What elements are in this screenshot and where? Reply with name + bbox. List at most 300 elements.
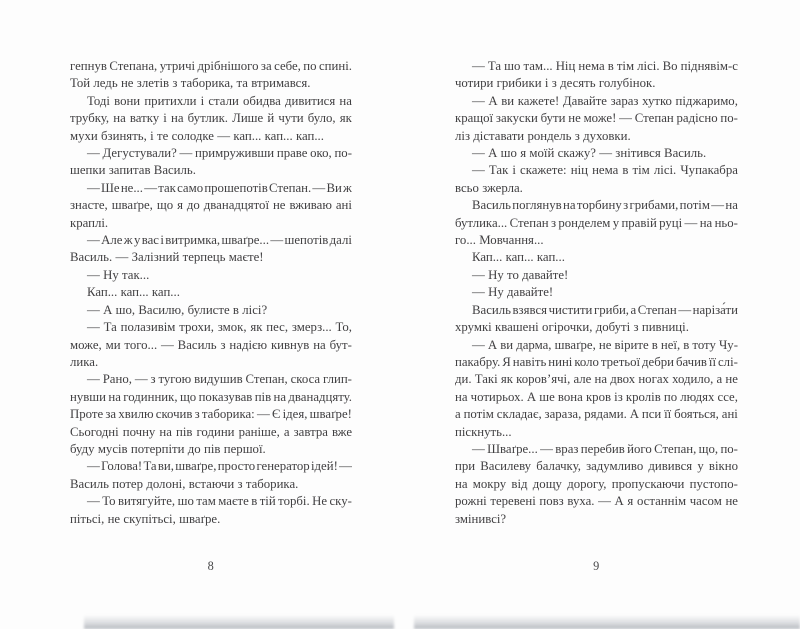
word: —	[217, 128, 231, 143]
word: пітьсі,	[70, 511, 105, 526]
word: грибами,	[629, 198, 679, 213]
word: вживаю	[289, 198, 332, 213]
text-line	[455, 284, 738, 301]
word: Залізний	[131, 250, 180, 265]
word: кап...	[264, 128, 293, 143]
word: А	[614, 494, 624, 509]
word: Василь.	[664, 146, 707, 161]
word: годинник,	[123, 389, 178, 404]
word: за	[105, 407, 117, 422]
word: злетів	[136, 76, 170, 91]
word: —	[256, 407, 270, 422]
word: видушив	[194, 372, 243, 387]
word: як	[250, 320, 263, 335]
word: зараз	[610, 93, 639, 108]
word: першої.	[223, 441, 266, 456]
word: Ви	[326, 180, 342, 195]
text-line	[455, 511, 738, 528]
word: Василеву	[480, 459, 532, 474]
word: що	[156, 198, 174, 213]
word: дебри	[642, 354, 674, 369]
word: те	[156, 128, 169, 143]
word: шепотів	[284, 233, 329, 248]
text-line	[455, 75, 738, 92]
word: ідея,	[282, 407, 308, 422]
word: радісно	[676, 111, 718, 126]
word: пропускаючи	[611, 476, 685, 491]
word: Василь	[472, 302, 511, 317]
word: але	[573, 372, 592, 387]
word: шваґре,	[554, 337, 596, 352]
word: Так	[488, 163, 509, 178]
word: —	[87, 459, 100, 474]
text-line	[70, 319, 352, 336]
word: так	[158, 180, 176, 195]
text-line	[455, 110, 738, 127]
word: у	[612, 215, 620, 230]
word: ватку	[129, 111, 160, 126]
word: Ше	[101, 180, 120, 195]
word: не	[725, 494, 738, 509]
word: задумливо	[586, 459, 644, 474]
word: буду	[70, 441, 95, 456]
word: ідей!	[310, 459, 338, 474]
word: у	[133, 233, 141, 248]
word: —	[87, 494, 100, 509]
word: хутко	[642, 93, 672, 108]
word: руці	[659, 215, 683, 230]
word: Кап...	[87, 285, 118, 300]
word: з	[194, 407, 200, 422]
word: голубінок.	[598, 76, 656, 91]
text-line	[455, 267, 738, 284]
word: —	[87, 302, 100, 317]
word: коров’ячі,	[516, 372, 571, 387]
word: гриби,	[593, 302, 630, 317]
word: Степана,	[109, 59, 158, 73]
word: дивитися	[284, 93, 336, 108]
word: піджаримо,	[675, 93, 738, 108]
word: витягуйте,	[117, 494, 176, 509]
word: її	[664, 407, 672, 422]
word: на	[699, 215, 713, 230]
word: балачку,	[536, 459, 581, 474]
word: третьої	[600, 354, 641, 369]
word: Ну	[103, 267, 119, 282]
word: Дегустували?	[102, 146, 177, 161]
word: шваґре,	[175, 459, 217, 474]
word: Сьогодні	[70, 424, 119, 439]
text-line	[455, 319, 738, 336]
text-line	[70, 232, 352, 249]
word: хрумкі	[455, 320, 492, 335]
word: пакабру.	[455, 354, 501, 369]
word: себе,	[274, 59, 301, 73]
word: —	[598, 494, 611, 509]
text-line	[70, 145, 352, 162]
word: чотири	[455, 76, 494, 91]
text-line	[70, 58, 352, 75]
text-line	[70, 267, 352, 284]
text-line	[70, 110, 352, 127]
word: ногах	[638, 372, 669, 387]
word: кап...	[536, 250, 565, 265]
word: не	[272, 198, 286, 213]
word: наріза́ти	[692, 302, 738, 317]
word: Мовчання...	[479, 233, 544, 248]
text-line	[70, 389, 352, 406]
word: скочив	[155, 407, 193, 422]
word: Василь.	[70, 250, 113, 265]
word: —	[339, 459, 352, 474]
word: тугою	[158, 372, 192, 387]
page-number-right: 9	[593, 559, 600, 573]
text-line	[70, 162, 352, 179]
word: з	[550, 215, 556, 230]
word: вас	[141, 233, 159, 248]
word: з	[220, 337, 226, 352]
word: скажу?	[557, 146, 596, 161]
word: з	[172, 76, 178, 91]
word: бутлика...	[455, 215, 508, 230]
word: шваґре.	[179, 511, 221, 526]
text-line	[455, 249, 738, 266]
word: рожні	[455, 494, 487, 509]
word: до	[187, 441, 201, 456]
word: шваґре...	[221, 233, 270, 248]
word: шепки	[70, 163, 106, 178]
word: моїй	[529, 146, 555, 161]
word: а	[716, 372, 723, 387]
page-left	[70, 58, 352, 573]
word: Степан.	[268, 180, 312, 195]
text-line	[70, 215, 352, 232]
word: Я	[502, 354, 511, 369]
word: дванадцяту.	[288, 389, 352, 404]
word: з	[633, 320, 639, 335]
word: ви	[500, 337, 514, 352]
text-line	[70, 284, 352, 301]
word: дванадцятої	[203, 198, 269, 213]
word: А	[629, 407, 639, 422]
text-line	[70, 302, 352, 319]
word: мусів	[97, 441, 128, 456]
word: бутлик.	[187, 111, 229, 126]
word: —	[270, 233, 284, 248]
word: не	[568, 111, 581, 126]
word: а	[630, 302, 637, 317]
word: бзинять,	[101, 128, 147, 143]
page-number-left: 8	[207, 559, 215, 573]
word: Василь	[472, 198, 511, 213]
word: Такі	[474, 372, 498, 387]
word: в	[251, 494, 258, 509]
word: —	[179, 146, 193, 161]
word: —	[599, 146, 612, 161]
word: а	[283, 424, 290, 439]
word: із	[614, 389, 623, 404]
word: торбі.	[278, 494, 310, 509]
word: —	[472, 59, 485, 73]
word: за	[260, 59, 272, 73]
word: далі	[329, 233, 352, 248]
word: стали	[208, 93, 239, 108]
text-line	[70, 128, 352, 145]
word: Степан	[634, 111, 674, 126]
word: глип-	[323, 372, 352, 387]
page-right-text	[455, 58, 738, 528]
word: таборика.	[245, 476, 299, 491]
word: з	[623, 198, 629, 213]
word: таборика,	[180, 76, 234, 91]
word: А	[103, 302, 113, 317]
word: вірите	[614, 337, 649, 352]
word: скажете:	[520, 163, 567, 178]
word: почну	[122, 424, 156, 439]
word: і	[160, 233, 164, 248]
text-line	[70, 93, 352, 110]
text-line	[455, 58, 738, 75]
text-line	[70, 493, 352, 510]
word: —	[684, 215, 698, 230]
word: в	[651, 337, 658, 352]
word: Степан	[637, 302, 677, 317]
word: —	[161, 337, 174, 352]
word: змінивсі?	[455, 511, 507, 526]
word: Кап...	[472, 250, 503, 265]
word: закуски	[495, 111, 538, 126]
word: і	[163, 111, 167, 126]
word: дощу	[532, 476, 562, 491]
word: Ніц	[555, 59, 576, 73]
word: А	[488, 93, 498, 108]
word: рондель	[527, 128, 572, 143]
word: ані	[335, 198, 352, 213]
word: —	[711, 198, 725, 213]
word: —	[134, 372, 148, 387]
word: Степан,	[654, 441, 697, 456]
word: рядами.	[584, 407, 627, 422]
word: пустопо-	[689, 476, 738, 491]
word: кращої	[455, 111, 494, 126]
word: Є	[271, 407, 281, 422]
word: від	[511, 476, 528, 491]
word: хвилю	[118, 407, 154, 422]
word: лісі.	[653, 163, 677, 178]
word: Во	[662, 59, 678, 73]
word: часом	[689, 494, 722, 509]
word: —	[87, 180, 100, 195]
word: лісі.	[637, 59, 660, 73]
word: —	[87, 372, 100, 387]
word: го...	[455, 233, 476, 248]
text-line	[70, 458, 352, 475]
word: завтра	[293, 424, 328, 439]
word: в	[232, 302, 239, 317]
word: Василь	[177, 337, 217, 352]
word: утричі	[159, 59, 196, 73]
word: піскнуть...	[455, 424, 512, 439]
word: на	[455, 476, 468, 491]
word: кивнув	[270, 337, 310, 352]
word: —	[87, 146, 100, 161]
word: ронделем	[558, 215, 611, 230]
word: пес,	[266, 320, 289, 335]
word: чистити	[548, 302, 593, 317]
word: таборика:	[201, 407, 255, 422]
word: не...	[120, 180, 143, 195]
word: ніц	[570, 163, 588, 178]
word: пів	[204, 441, 221, 456]
word: —	[472, 337, 485, 352]
text-line	[455, 145, 738, 162]
word: на	[455, 389, 468, 404]
text-line	[455, 162, 738, 179]
word: знітився	[615, 146, 661, 161]
word: нувши	[70, 389, 106, 404]
word: ліз	[455, 128, 470, 143]
word: —	[540, 441, 553, 456]
word: давайте!	[507, 285, 554, 300]
word: —	[144, 180, 157, 195]
text-line	[70, 75, 352, 92]
text-line	[70, 441, 352, 458]
text-line	[455, 389, 738, 406]
word: запитав	[108, 163, 151, 178]
word: —	[472, 285, 485, 300]
word: і	[544, 76, 549, 91]
word: до	[186, 198, 200, 213]
word: потерпіти	[130, 441, 185, 456]
word: дивився	[648, 459, 693, 474]
word: вуха.	[567, 494, 595, 509]
word: —	[472, 441, 485, 456]
word: Чупакабра	[680, 163, 738, 178]
word: ди.	[455, 372, 472, 387]
word: генератор	[256, 459, 310, 474]
word: То	[102, 494, 116, 509]
word: гепнув	[70, 59, 107, 73]
text-line	[455, 371, 738, 388]
text-line	[455, 476, 738, 493]
text-line	[455, 337, 738, 354]
word: втримався.	[251, 76, 311, 91]
word: мокру	[472, 476, 507, 491]
text-line	[70, 337, 352, 354]
text-line	[455, 128, 738, 145]
word: то	[507, 267, 519, 282]
word: грибики	[496, 76, 542, 91]
page-right	[455, 58, 738, 573]
word: Та	[143, 459, 157, 474]
word: вона	[557, 389, 583, 404]
word: добуті	[595, 320, 631, 335]
word: примруживши	[195, 146, 275, 161]
word: змок,	[217, 320, 247, 335]
word: бачив	[675, 354, 707, 369]
word: лика.	[70, 354, 99, 369]
text-line	[70, 180, 352, 197]
word: солодке	[171, 128, 214, 143]
word: надією	[229, 337, 268, 352]
word: неї,	[660, 337, 681, 352]
word: ску-	[329, 494, 352, 509]
word: спині.	[318, 59, 352, 73]
word: —	[472, 93, 485, 108]
word: шо	[504, 59, 521, 73]
text-line	[70, 354, 352, 371]
text-line	[70, 249, 352, 266]
word: по	[303, 59, 317, 73]
word: Василю,	[138, 302, 185, 317]
word: при	[455, 459, 476, 474]
word: зжерла.	[482, 180, 523, 195]
word: —	[115, 250, 129, 265]
word: полазивім	[120, 320, 176, 335]
word: дарма,	[516, 337, 552, 352]
word: давайте!	[522, 267, 569, 282]
word: слі-	[718, 354, 738, 369]
word: Ну	[488, 285, 504, 300]
text-line	[455, 424, 738, 441]
word: потім	[463, 407, 494, 422]
word: вже	[331, 424, 352, 439]
word: шваґре!	[309, 407, 352, 422]
word: —	[87, 233, 100, 248]
word: з	[237, 476, 243, 491]
word: теревені	[490, 494, 536, 509]
word: ж	[123, 233, 133, 248]
word: що	[179, 389, 197, 404]
word: —	[619, 111, 632, 126]
word: —	[312, 180, 326, 195]
word: Степан	[509, 215, 549, 230]
word: вікно	[708, 459, 738, 474]
text-line	[455, 197, 738, 214]
word: пів	[254, 389, 272, 404]
word: —	[87, 267, 100, 282]
text-line	[455, 232, 738, 249]
word: ви,	[157, 459, 174, 474]
word: його	[627, 441, 652, 456]
word: встаючи	[188, 476, 235, 491]
word: на	[170, 111, 184, 126]
word: Проте	[70, 407, 104, 422]
word: на	[273, 389, 287, 404]
word: що,	[698, 441, 719, 456]
word: Лише	[232, 111, 264, 126]
word: тім	[616, 59, 635, 73]
word: Та	[103, 320, 117, 335]
word: ледь	[93, 76, 118, 91]
word: з	[551, 76, 557, 91]
word: А	[487, 337, 498, 352]
text-line	[70, 371, 352, 388]
word: Але	[101, 233, 123, 248]
text-line	[455, 215, 738, 232]
word: кров	[585, 389, 612, 404]
word: було,	[307, 111, 336, 126]
word: так...	[122, 267, 150, 282]
word: Шваґре...	[487, 441, 538, 456]
word: Василь	[70, 476, 109, 491]
word: людях	[680, 389, 715, 404]
word: кап...	[233, 128, 262, 143]
text-line	[455, 180, 738, 197]
word: ньо-	[714, 215, 738, 230]
word: в	[622, 163, 629, 178]
word: як	[500, 372, 513, 387]
